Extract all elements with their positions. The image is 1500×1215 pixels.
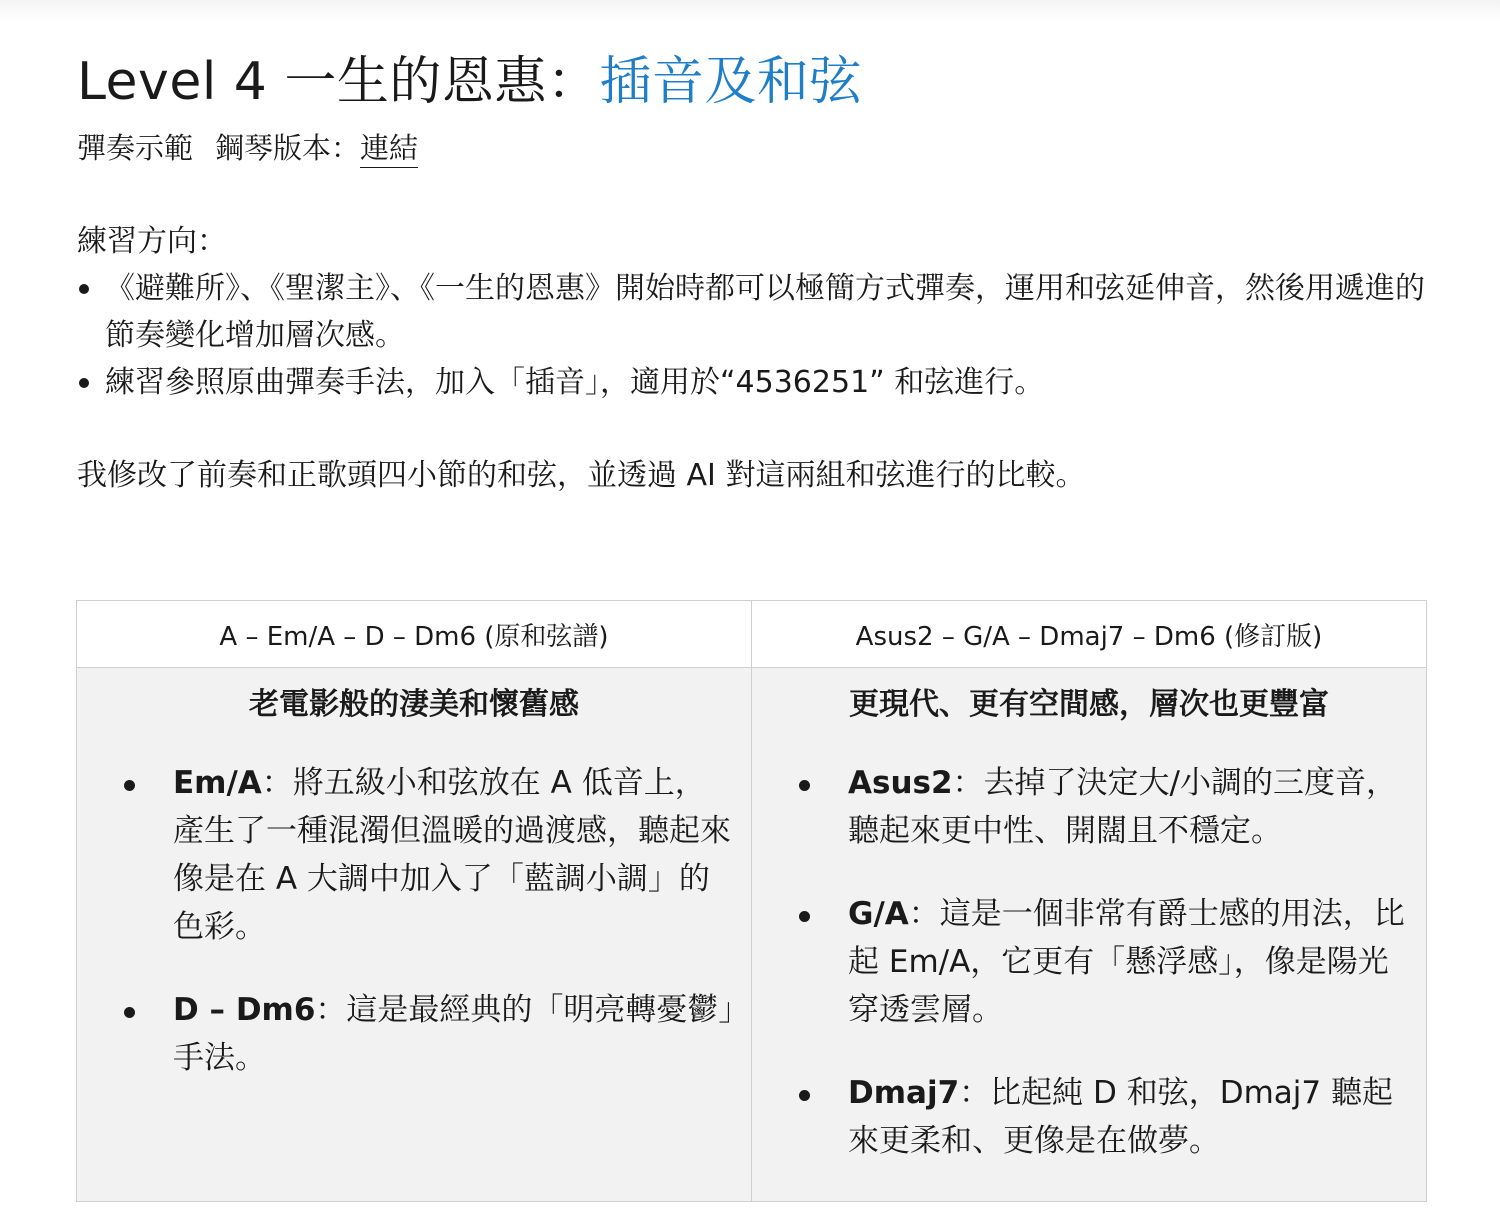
practice-heading: 練習方向： — [77, 224, 227, 259]
chord-term: Dmaj7 — [848, 1075, 960, 1111]
bullet-icon — [124, 780, 135, 791]
practice-item-text: 練習參照原曲彈奏手法，加入「插音」，適用於“4536251” 和弦進行。 — [105, 365, 1045, 400]
table-header-revised: Asus2 – G/A – Dmaj7 – Dm6 (修訂版) — [752, 601, 1427, 668]
revised-cell — [752, 668, 1427, 1202]
list-item — [78, 986, 750, 1082]
title-highlight: 插音及和弦 — [599, 52, 862, 112]
chord-description: ：比起純 D 和弦，Dmaj7 聽起來更柔和、更像是在做夢。 — [848, 1075, 1393, 1159]
chord-term: G/A — [848, 896, 909, 932]
chord-description: ：去掉了決定大/小調的三度音，聽起來更中性、開闊且不穩定。 — [848, 765, 1397, 849]
intro-paragraph: 我修改了前奏和正歌頭四小節的和弦，並透過 AI 對這兩組和弦進行的比較。 — [77, 458, 1086, 493]
original-title: 老電影般的淒美和懷舊感 — [249, 687, 579, 722]
list-item — [78, 759, 750, 951]
bullet-icon — [799, 1090, 810, 1101]
list-item — [753, 890, 1425, 1034]
piano-label: 鋼琴版本： — [215, 131, 361, 165]
chord-description: ：將五級小和弦放在 A 低音上，產生了一種混濁但溫暖的過渡感，聽起來像是在 A 大調中加入了「藍調小調」的色彩。 — [173, 765, 731, 945]
revised-title: 更現代、更有空間感，層次也更豐富 — [849, 687, 1329, 722]
original-cell — [77, 668, 752, 1202]
chord-description: ：這是一個非常有爵士感的用法，比起 Em/A，它更有「懸浮感」，像是陽光穿透雲層。 — [848, 896, 1405, 1028]
chord-description: ：這是最經典的「明亮轉憂鬱」手法。 — [173, 992, 734, 1076]
demo-label: 彈奏示範 — [77, 131, 194, 165]
bullet-icon — [799, 911, 810, 922]
table-header-row — [77, 601, 1427, 668]
table-row — [77, 668, 1427, 1202]
table-header-original: A – Em/A – D – Dm6 (原和弦譜) — [77, 601, 752, 668]
practice-item-text: 《避難所》、《聖潔主》、《一生的恩惠》開始時都可以極簡方式彈奏，運用和弦延伸音，然後用遞進的節奏變化增加層次感。 — [105, 271, 1425, 353]
bullet-icon — [79, 284, 89, 294]
top-bar — [0, 0, 1500, 22]
practice-list — [77, 265, 1437, 406]
chord-term: Em/A — [173, 765, 262, 801]
practice-section — [77, 218, 1437, 406]
link[interactable]: 連結 — [360, 131, 418, 168]
comparison-table — [76, 600, 1427, 1202]
title-prefix: Level 4 一生的恩惠： — [77, 52, 600, 112]
list-item — [753, 1069, 1425, 1165]
chord-term: D – Dm6 — [173, 992, 316, 1028]
page-title — [77, 40, 1437, 124]
subtitle — [77, 126, 1437, 170]
bullet-icon — [799, 780, 810, 791]
list-item — [77, 265, 1437, 359]
bullet-icon — [124, 1007, 135, 1018]
list-item — [77, 359, 1437, 406]
list-item — [753, 759, 1425, 855]
original-points — [78, 759, 750, 1082]
main-content — [77, 40, 1437, 499]
revised-points — [753, 759, 1425, 1165]
bullet-icon — [79, 378, 89, 388]
chord-term: Asus2 — [848, 765, 953, 801]
